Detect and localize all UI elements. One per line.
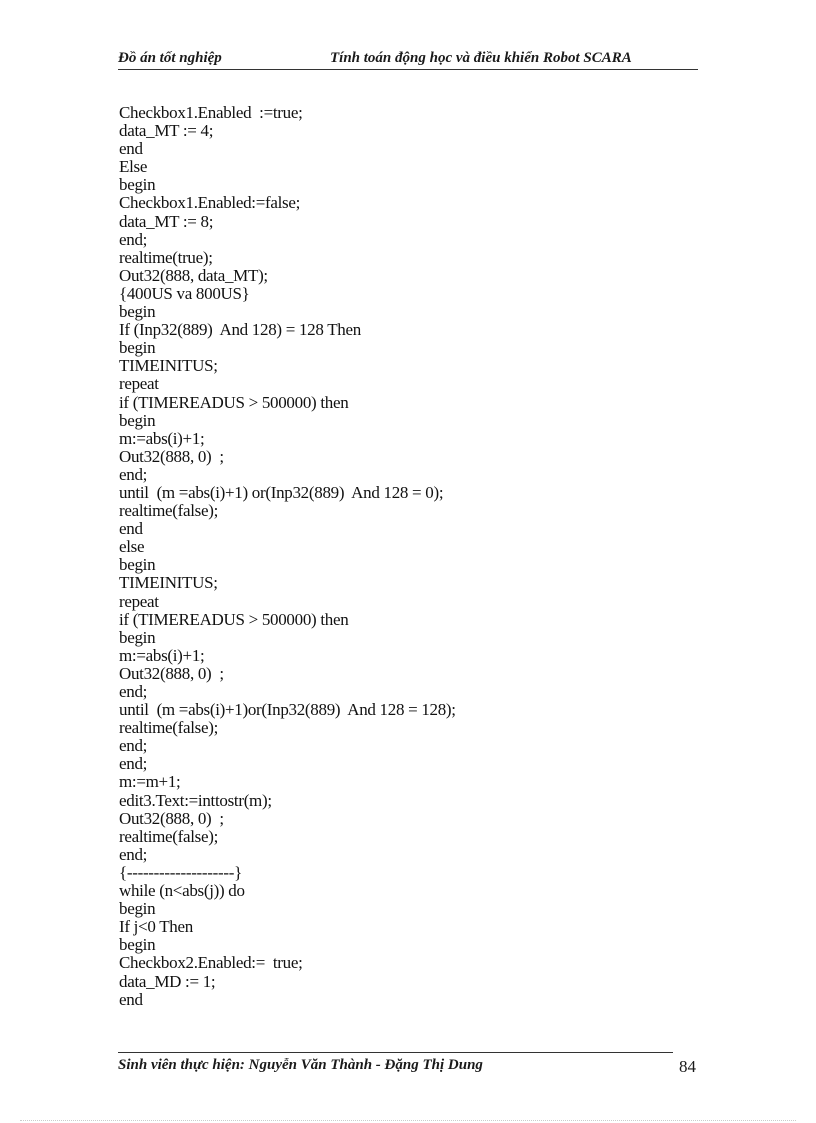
code-line: Out32(888, 0) ; xyxy=(119,663,224,683)
code-line: end xyxy=(119,989,143,1009)
code-line: realtime(true); xyxy=(119,247,213,267)
code-line: begin xyxy=(119,338,156,358)
code-line: m:=abs(i)+1; xyxy=(119,645,205,665)
header-right-title: Tính toán động học và điều khiển Robot SCARA xyxy=(330,50,632,66)
page-footer xyxy=(118,1057,698,1079)
code-line: Checkbox1.Enabled :=true; xyxy=(119,103,303,122)
code-line: end; xyxy=(119,229,148,249)
code-line: begin xyxy=(119,175,156,195)
code-line: end; xyxy=(119,736,148,756)
code-line: Checkbox1.Enabled:=false; xyxy=(119,193,301,213)
footer-author-text: Sinh viên thực hiện: Nguyễn Văn Thành - Đặng Thị Dung xyxy=(118,1057,483,1073)
code-line: if (TIMEREADUS > 500000) then xyxy=(119,609,349,629)
code-line: data_MT := 8; xyxy=(119,211,214,231)
code-line: end xyxy=(119,519,143,539)
code-line: begin xyxy=(119,899,156,919)
code-listing xyxy=(119,104,679,1009)
code-line: until (m =abs(i)+1) or(Inp32(889) And 128 = 0); xyxy=(119,482,444,502)
code-line: data_MT := 4; xyxy=(119,121,214,141)
code-line: TIMEINITUS; xyxy=(119,356,218,376)
page-header xyxy=(118,50,698,72)
code-line: edit3.Text:=inttostr(m); xyxy=(119,790,272,810)
code-line: Out32(888, 0) ; xyxy=(119,808,224,828)
code-line: m:=abs(i)+1; xyxy=(119,428,205,448)
code-line: else xyxy=(119,537,145,557)
code-line: realtime(false); xyxy=(119,501,219,521)
code-line: TIMEINITUS; xyxy=(119,573,218,593)
header-left-title: Đồ án tốt nghiệp xyxy=(118,50,222,66)
code-line: m:=m+1; xyxy=(119,772,181,792)
code-line: {400US va 800US} xyxy=(119,283,250,303)
code-line: {--------------------} xyxy=(119,862,242,882)
code-line: Out32(888, data_MT); xyxy=(119,265,268,285)
code-line: realtime(false); xyxy=(119,718,219,738)
footer-rule xyxy=(118,1052,673,1053)
code-line: while (n<abs(j)) do xyxy=(119,881,245,901)
code-line: begin xyxy=(119,410,156,430)
page-bottom-border xyxy=(20,1120,796,1121)
page-number: 84 xyxy=(679,1057,696,1076)
code-line: end; xyxy=(119,464,148,484)
code-line: end; xyxy=(119,754,148,774)
code-line: end; xyxy=(119,682,148,701)
code-line: begin xyxy=(119,935,156,955)
code-line: Checkbox2.Enabled:= true; xyxy=(119,953,303,973)
code-line: begin xyxy=(119,302,156,322)
code-line: until (m =abs(i)+1)or(Inp32(889) And 128 = 128); xyxy=(119,700,456,720)
code-line: Else xyxy=(119,157,148,177)
header-rule xyxy=(118,69,698,70)
code-line: begin xyxy=(119,555,156,575)
code-line: begin xyxy=(119,627,156,647)
code-line: end xyxy=(119,139,143,159)
code-line: realtime(false); xyxy=(119,826,219,846)
code-line: Out32(888, 0) ; xyxy=(119,446,224,466)
code-line: repeat xyxy=(119,374,159,394)
code-line: end; xyxy=(119,844,148,864)
code-line: data_MD := 1; xyxy=(119,971,216,991)
code-line: repeat xyxy=(119,591,159,611)
code-line: If (Inp32(889) And 128) = 128 Then xyxy=(119,320,361,340)
code-line: If j<0 Then xyxy=(119,917,193,937)
code-line: if (TIMEREADUS > 500000) then xyxy=(119,392,349,412)
